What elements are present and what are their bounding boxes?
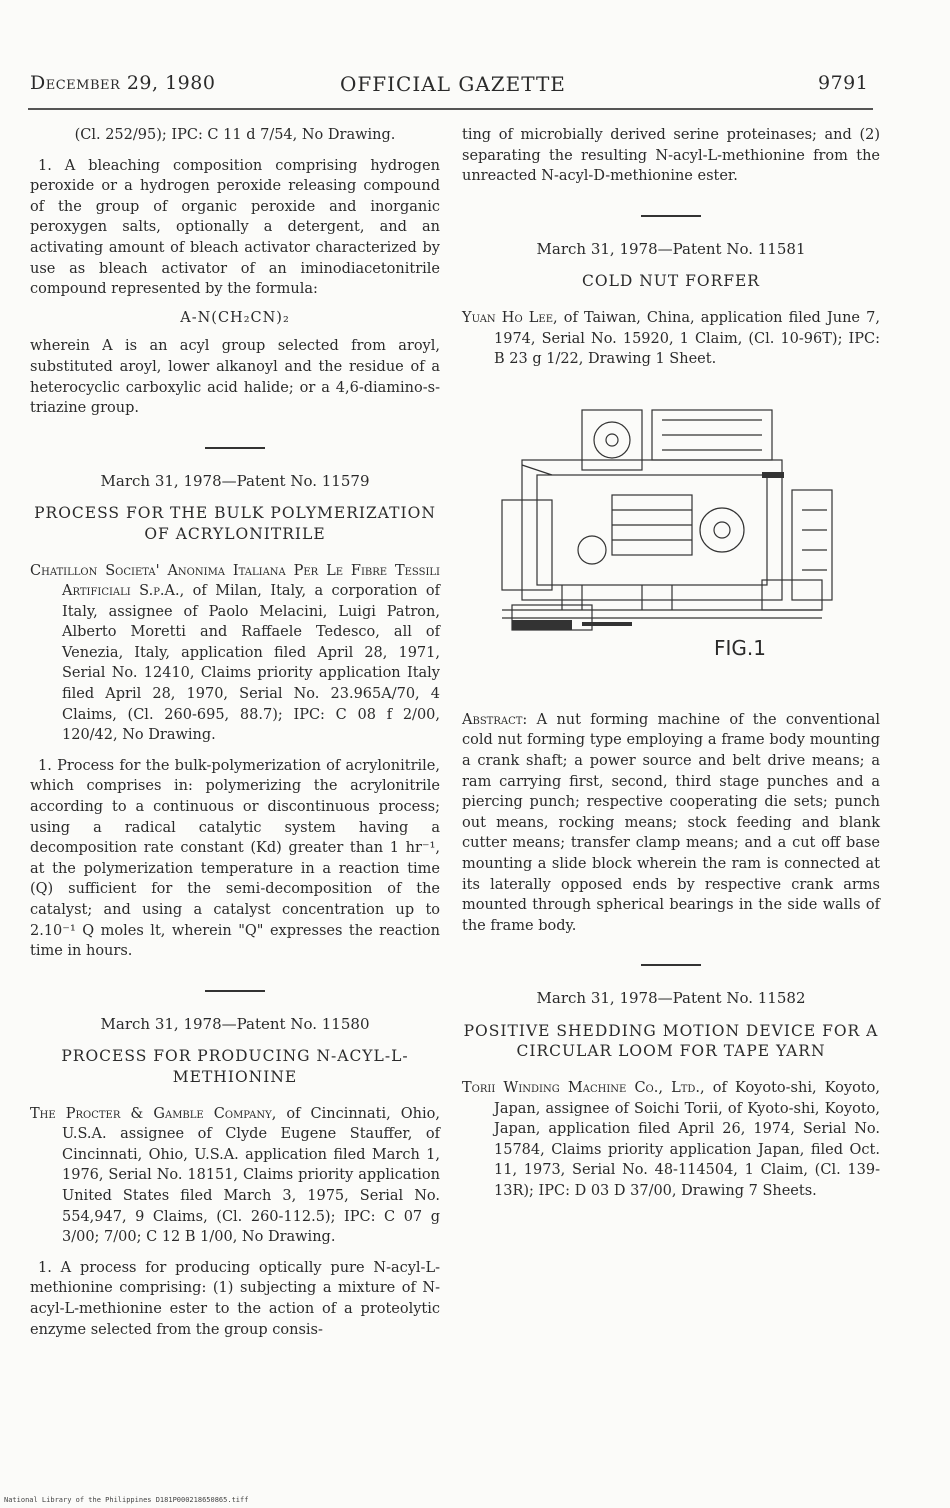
separator-rule <box>205 990 265 992</box>
nut-forming-machine-drawing <box>462 380 880 680</box>
patent-title: PROCESS FOR PRODUCING N-ACYL-L-METHIONINE <box>61 1047 409 1086</box>
claim-text-continued: wherein A is an acyl group selected from aroyl, substituted aroyl, lower alkanoyl and the residue of a heterocyclic carboxylic acid halide; or a 4,6-diamino-s-triazine group. <box>30 338 440 417</box>
patent-applicant-details <box>462 1078 880 1202</box>
header-date: December 29, 1980 <box>30 72 216 94</box>
applicant-name: The Procter & Gamble Company <box>30 1105 272 1122</box>
abstract-text <box>462 710 880 937</box>
application-details: , of Taiwan, China, application filed June 7, 1974, Serial No. 15920, 1 Claim, (Cl. 10-96T); IPC: B 23 g 1/22, Drawing 1 Sheet. <box>494 309 880 368</box>
patent-number-line: March 31, 1978—Patent No. 11579 <box>100 471 370 490</box>
header-title: OFFICIAL GAZETTE <box>340 72 566 96</box>
abstract-label: Abstract: <box>462 711 528 728</box>
application-details: , of Milan, Italy, a corporation of Italy, assignee of Paolo Melacini, Luigi Patron, Alberto Moretti and Raffaele Tedesco, all of Venezia, Italy, application filed April 28, 1971, Serial No. 12410, Claims priority application Italy filed April 28, 1970, Serial No. 23.965A/70, 4 Claims, (Cl. 260-695, 88.7); IPC: C 08 f 2/00, 120/42, No Drawing. <box>62 583 440 744</box>
right-column <box>462 125 880 1202</box>
patent-number-line: March 31, 1978—Patent No. 11580 <box>100 1014 370 1033</box>
separator-rule <box>641 964 701 966</box>
left-column <box>30 125 440 1340</box>
patent-applicant-details <box>30 561 440 746</box>
abstract-body: A nut forming machine of the conventional cold nut forming type employing a frame body mounting a crank shaft; a power source and belt drive means; a ram carrying first, second, third stage punches and a piercing punch; respective cooperating die sets; punch out means, rocking means; stock feeding and blank cutter means; transfer clamp means; and a cut off base mounting a slide block wherein the ram is connected at its laterally opposed ends by respective crank arms mounted through spherical bearings in the side walls of the frame body. <box>462 711 880 934</box>
chemical-formula: A-N(CH₂CN)₂ <box>180 309 290 326</box>
patent-title: POSITIVE SHEDDING MOTION DEVICE FOR A CIRCULAR LOOM FOR TAPE YARN <box>463 1021 879 1061</box>
application-details: , of Koyoto-shi, Koyoto, Japan, assignee of Soichi Torii, of Kyoto-shi, Koyoto, Japan, application filed April 26, 1974, Serial No. 15784, Claims priority application Japan, filed Oct. 11, 1973, Serial No. 48-114504, 1 Claim, (Cl. 139-13R); IPC: D 03 D 37/00, Drawing 7 Sheets. <box>494 1080 880 1200</box>
patent-title: PROCESS FOR THE BULK POLYMERIZATION OF ACRYLONITRILE <box>34 504 436 543</box>
claim-text: 1. A bleaching composition comprising hydrogen peroxide or a hydrogen peroxide releasing compound of the group of organic peroxide and inorganic peroxygen salts, optionally a detergent, and an activating amount of bleach activator characterized by use as bleach activator of an iminodiacetonitrile compound represented by the formula: <box>30 157 440 298</box>
applicant-name: Yuan Ho Lee <box>462 309 553 326</box>
patent-applicant-details <box>462 308 880 370</box>
separator-rule <box>205 447 265 449</box>
scan-footer: National Library of the Philippines D181P000218650865.tiff <box>4 1496 249 1504</box>
patent-drawing-figure <box>462 380 880 680</box>
patent-applicant-details <box>30 1104 440 1248</box>
application-details: , of Cincinnati, Ohio, U.S.A. assignee of Clyde Eugene Stauffer, of Cincinnati, Ohio, U.S.A. application filed March 1, 1976, Serial No. 18151, Claims priority application United States filed March 3, 1975, Serial No. 554,947, 9 Claims, (Cl. 260-112.5); IPC: C 07 g 3/00; 7/00; C 12 B 1/00, No Drawing. <box>62 1105 440 1246</box>
header-rule <box>28 108 873 110</box>
claim-text: 1. A process for producing optically pure N-acyl-L-methionine comprising: (1) subjecting a mixture of N-acyl-L-methionine ester to the action of a proteolytic enzyme selected from the group consis- <box>30 1259 440 1338</box>
claim-text: 1. Process for the bulk-polymerization of acrylonitrile, which comprises in: polymerizing the acrylonitrile according to a continuous or discontinuous process; using a radical catalytic system having a decomposition rate constant (Kd) greater than 1 hr⁻¹, at the polymerization temperature in a reaction time (Q) sufficient for the semi-decomposition of the catalyst; and using a catalyst concentration up to 2.10⁻¹ Q moles lt, wherein "Q" expresses the reaction time in hours. <box>30 757 440 960</box>
applicant-name: Chatillon Societa' Anonima Italiana Per Le Fibre Tessili Artificiali S.p.A. <box>30 562 440 600</box>
patent-number-line: March 31, 1978—Patent No. 11582 <box>536 989 806 1008</box>
claim-continuation: ting of microbially derived serine proteinases; and (2) separating the resulting N-acyl-L-methionine from the unreacted N-acyl-D-methionine ester. <box>462 127 880 185</box>
header-page-number: 9791 <box>818 72 869 94</box>
classification-line: (Cl. 252/95); IPC: C 11 d 7/54, No Drawing. <box>74 127 396 143</box>
applicant-name: Torii Winding Machine Co., Ltd. <box>462 1080 701 1097</box>
figure-label: FIG.1 <box>714 635 766 660</box>
patent-number-line: March 31, 1978—Patent No. 11581 <box>536 239 806 258</box>
patent-title: COLD NUT FORFER <box>582 272 760 291</box>
separator-rule <box>641 215 701 217</box>
